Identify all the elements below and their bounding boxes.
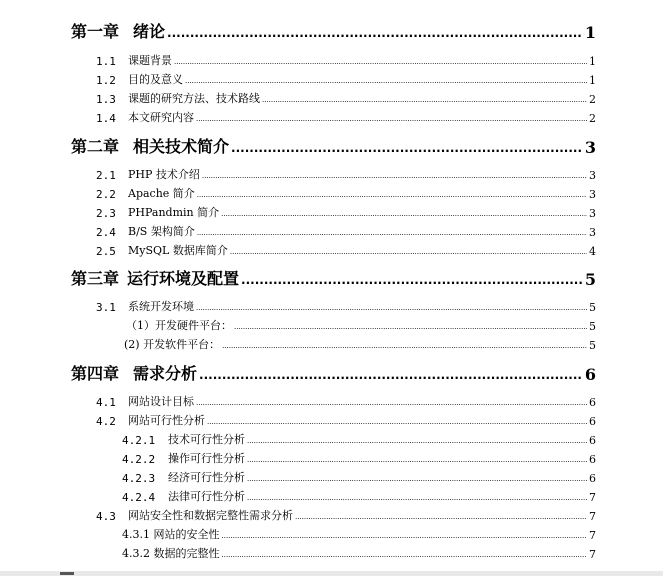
dot-leader bbox=[247, 456, 587, 464]
page-number: 5 bbox=[584, 270, 596, 289]
toc-chapter-4[interactable] bbox=[71, 360, 596, 384]
subsection-number: 4.2.1 bbox=[122, 434, 156, 447]
page-number: 1 bbox=[584, 23, 596, 42]
toc-section-1-2[interactable] bbox=[96, 69, 596, 87]
dot-leader bbox=[222, 551, 588, 559]
section-title: Apache 简介 bbox=[128, 187, 195, 200]
toc-section-4-3[interactable] bbox=[96, 505, 596, 523]
subsection-title: 法律可行性分析 bbox=[168, 490, 245, 503]
section-title: 本文研究内容 bbox=[128, 111, 194, 124]
section-title: 网站可行性分析 bbox=[128, 414, 205, 427]
chapter-title: 需求分析 bbox=[133, 364, 198, 383]
toc-section-2-2[interactable] bbox=[96, 183, 596, 201]
dot-leader bbox=[197, 191, 587, 199]
section-number: 2.3 bbox=[96, 207, 116, 220]
dot-leader bbox=[185, 77, 587, 85]
dot-leader bbox=[196, 399, 587, 407]
toc-item-software-platform[interactable] bbox=[124, 334, 596, 352]
section-number: 4.3 bbox=[96, 510, 116, 523]
page-number: 4 bbox=[589, 245, 596, 258]
dot-leader bbox=[167, 26, 583, 40]
dot-leader bbox=[207, 418, 587, 426]
section-number: 1.2 bbox=[96, 74, 116, 87]
toc-subsection-4-2-4[interactable] bbox=[122, 486, 596, 504]
toc-section-2-1[interactable] bbox=[96, 164, 596, 182]
dot-leader bbox=[174, 58, 587, 66]
subsection-title: 技术可行性分析 bbox=[168, 433, 245, 446]
page-number: 1 bbox=[589, 55, 596, 68]
section-title: 系统开发环境 bbox=[128, 300, 194, 313]
toc-section-4-1[interactable] bbox=[96, 391, 596, 409]
chapter-title: 相关技术简介 bbox=[133, 137, 230, 156]
subsection-number: 4.2.4 bbox=[122, 491, 156, 504]
window-bottom-edge bbox=[0, 571, 663, 576]
subsection-number: 4.2.2 bbox=[122, 453, 156, 466]
section-title: 课题的研究方法、技术路线 bbox=[128, 92, 260, 105]
section-title: B/S 架构简介 bbox=[128, 225, 195, 238]
section-number: 1.1 bbox=[96, 55, 116, 68]
dot-leader bbox=[295, 513, 587, 521]
dot-leader bbox=[202, 172, 587, 180]
section-title: 目的及意义 bbox=[128, 73, 183, 86]
toc-section-1-3[interactable] bbox=[96, 88, 596, 106]
section-number: 2.4 bbox=[96, 226, 116, 239]
dot-leader bbox=[231, 141, 583, 155]
item-title: （1）开发硬件平台： bbox=[126, 319, 232, 332]
toc-section-1-4[interactable] bbox=[96, 107, 596, 125]
section-number: 2.2 bbox=[96, 188, 116, 201]
dot-leader bbox=[230, 248, 587, 256]
subsection-title: 操作可行性分析 bbox=[168, 452, 245, 465]
section-number: 2.1 bbox=[96, 169, 116, 182]
toc-section-2-5[interactable] bbox=[96, 240, 596, 258]
toc-chapter-3[interactable] bbox=[71, 265, 596, 289]
page-number: 3 bbox=[589, 188, 596, 201]
section-title: MySQL 数据库简介 bbox=[128, 244, 228, 257]
page-number: 2 bbox=[589, 112, 596, 125]
toc-subsection-4-2-3[interactable] bbox=[122, 467, 596, 485]
page-number: 3 bbox=[589, 207, 596, 220]
toc-section-2-3[interactable] bbox=[96, 202, 596, 220]
toc-section-1-1[interactable] bbox=[96, 50, 596, 68]
chapter-title: 运行环境及配置 bbox=[127, 269, 240, 288]
toc-section-3-1[interactable] bbox=[96, 296, 596, 314]
dot-leader bbox=[222, 532, 588, 540]
section-number: 1.3 bbox=[96, 93, 116, 106]
page-number: 3 bbox=[589, 226, 596, 239]
page-number: 3 bbox=[584, 138, 596, 157]
chapter-number: 第一章 bbox=[71, 22, 120, 41]
page-number: 6 bbox=[589, 472, 596, 485]
page-number: 7 bbox=[589, 510, 596, 523]
page-number: 6 bbox=[589, 396, 596, 409]
subsection-title: 4.3.2 数据的完整性 bbox=[122, 547, 220, 560]
dot-leader bbox=[199, 368, 583, 382]
toc-subsection-4-3-2[interactable] bbox=[122, 543, 596, 561]
page-number: 1 bbox=[589, 74, 596, 87]
chapter-number: 第四章 bbox=[71, 364, 120, 383]
chapter-title: 绪论 bbox=[133, 22, 166, 41]
dot-leader bbox=[241, 273, 583, 287]
subsection-title: 4.3.1 网站的安全性 bbox=[122, 528, 220, 541]
toc-chapter-1[interactable] bbox=[71, 18, 596, 42]
toc-item-hardware-platform[interactable] bbox=[126, 315, 596, 333]
page-number: 6 bbox=[584, 365, 596, 384]
page-number: 6 bbox=[589, 453, 596, 466]
section-number: 1.4 bbox=[96, 112, 116, 125]
section-title: PHPandmin 简介 bbox=[128, 206, 220, 219]
dot-leader bbox=[247, 437, 587, 445]
page-number: 2 bbox=[589, 93, 596, 106]
page-number: 5 bbox=[589, 339, 596, 352]
chapter-number: 第二章 bbox=[71, 137, 120, 156]
dot-leader bbox=[247, 494, 587, 502]
section-title: 网站设计目标 bbox=[128, 395, 194, 408]
page-number: 5 bbox=[589, 301, 596, 314]
item-title: (2) 开发软件平台： bbox=[124, 338, 221, 351]
section-title: 课题背景 bbox=[128, 54, 172, 67]
toc-chapter-2[interactable] bbox=[71, 133, 596, 157]
subsection-number: 4.2.3 bbox=[122, 472, 156, 485]
subsection-title: 经济可行性分析 bbox=[168, 471, 245, 484]
section-title: 网站安全性和数据完整性需求分析 bbox=[128, 509, 293, 522]
toc-subsection-4-3-1[interactable] bbox=[122, 524, 596, 542]
page-number: 7 bbox=[589, 491, 596, 504]
toc-subsection-4-2-1[interactable] bbox=[122, 429, 596, 447]
toc-subsection-4-2-2[interactable] bbox=[122, 448, 596, 466]
section-title: PHP 技术介绍 bbox=[128, 168, 200, 181]
page-number: 7 bbox=[589, 529, 596, 542]
scroll-marker bbox=[60, 572, 74, 575]
section-number: 4.1 bbox=[96, 396, 116, 409]
dot-leader bbox=[221, 210, 587, 218]
page-number: 5 bbox=[589, 320, 596, 333]
chapter-number: 第三章 bbox=[71, 269, 120, 288]
page-number: 3 bbox=[589, 169, 596, 182]
page-number: 6 bbox=[589, 434, 596, 447]
dot-leader bbox=[262, 96, 587, 104]
dot-leader bbox=[197, 229, 587, 237]
section-number: 2.5 bbox=[96, 245, 116, 258]
dot-leader bbox=[247, 475, 587, 483]
toc-section-4-2[interactable] bbox=[96, 410, 596, 428]
dot-leader bbox=[234, 323, 587, 331]
dot-leader bbox=[196, 115, 587, 123]
dot-leader bbox=[196, 304, 587, 312]
page-number: 7 bbox=[589, 548, 596, 561]
toc-section-2-4[interactable] bbox=[96, 221, 596, 239]
dot-leader bbox=[222, 342, 587, 350]
page-number: 6 bbox=[589, 415, 596, 428]
section-number: 4.2 bbox=[96, 415, 116, 428]
section-number: 3.1 bbox=[96, 301, 116, 314]
